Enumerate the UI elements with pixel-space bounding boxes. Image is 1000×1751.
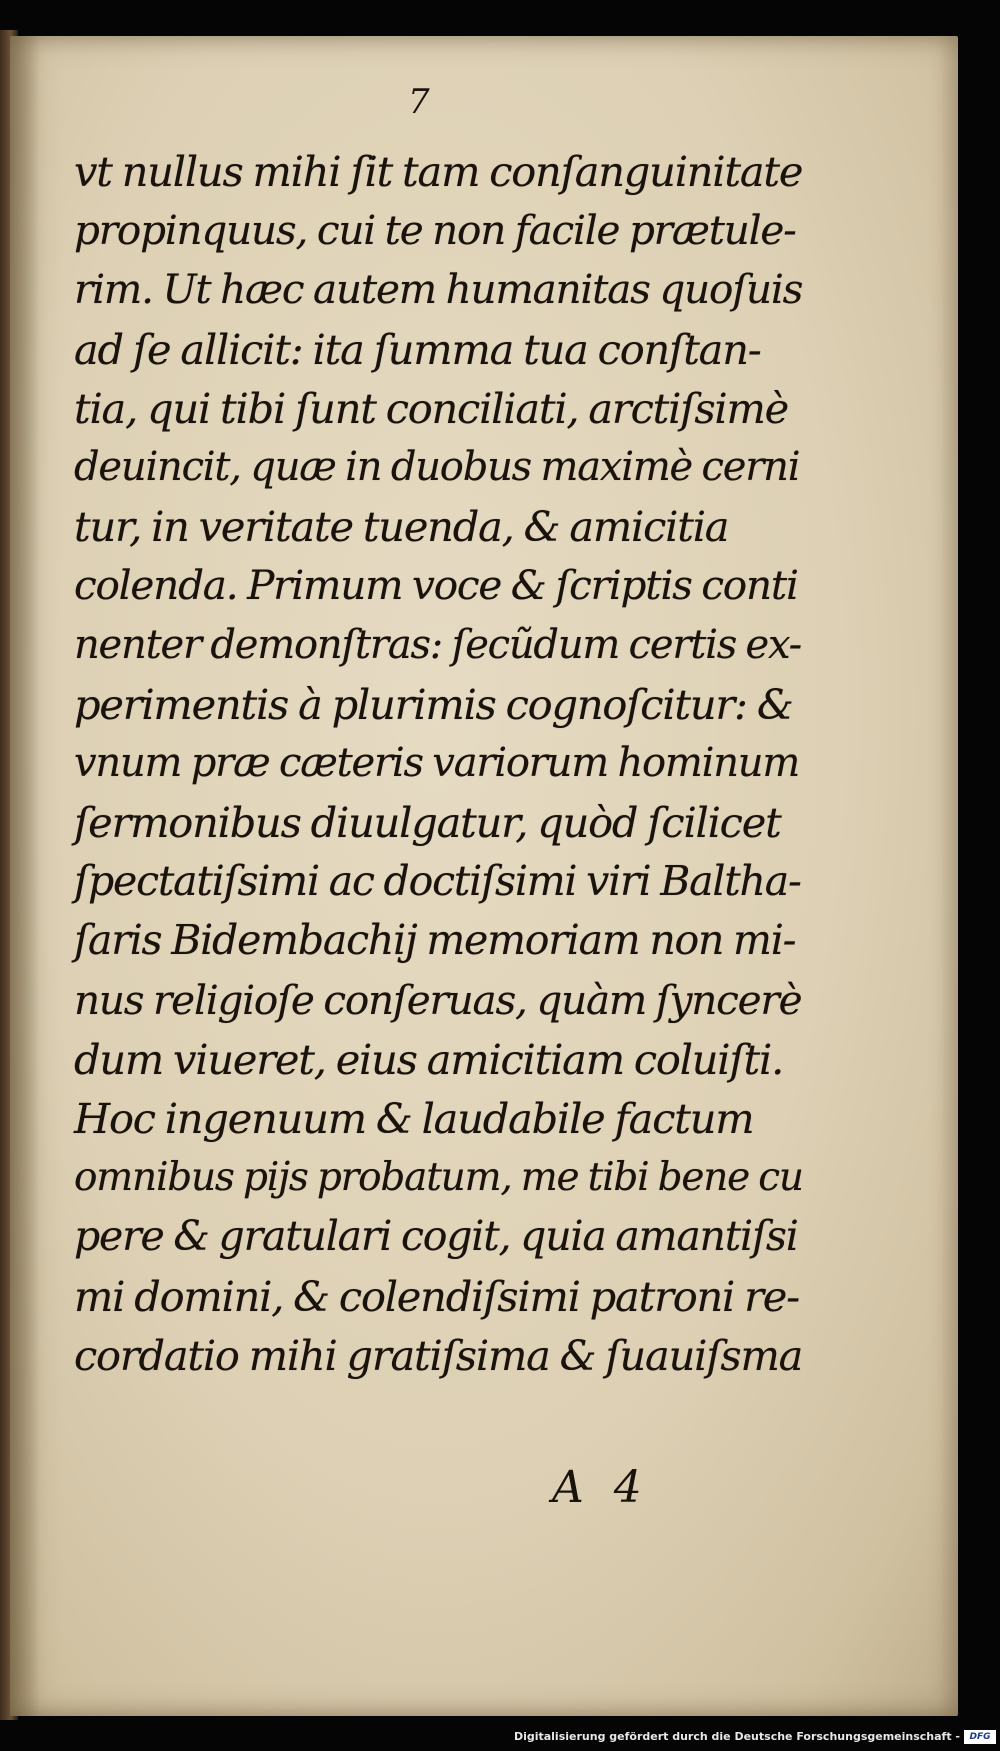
text-line: ſpectatiſsimi ac doctiſsimi viri Baltha-	[74, 857, 801, 906]
text-line: mi domini, & colendiſsimi patroni re-	[74, 1271, 799, 1321]
text-line: perimentis à plurimis cognoſcitur: &	[74, 679, 793, 729]
text-line: colenda. Primum voce & ſcriptis conti	[74, 561, 798, 610]
text-line: pere & gratulari cogit, quia amantiſsi	[74, 1212, 798, 1261]
text-line: tia, qui tibi ſunt conciliati, arctiſsimè	[74, 383, 789, 433]
text-line: ad ſe allicit: ita ſumma tua conſtan-	[74, 324, 761, 374]
text-line: vnum præ cæteris variorum hominum	[74, 739, 800, 786]
text-line: nus religioſe conſeruas, quàm ſyncerè	[74, 975, 802, 1024]
text-line: omnibus pijs probatum, me tibi bene cu	[74, 1155, 803, 1201]
text-line: propinquus, cui te non facile prætule-	[74, 206, 796, 255]
page-number: 7	[408, 82, 430, 122]
page-fold-shadow	[10, 36, 40, 1716]
digitization-credit: Digitalisierung gefördert durch die Deutsche Forschungsgemeinschaft -	[513, 1730, 960, 1743]
signature-mark: A 4	[552, 1462, 650, 1513]
text-line: cordatio mihi gratiſsima & ſuauiſsma	[74, 1330, 803, 1380]
text-line: vt nullus mihi ſit tam conſanguinitate	[74, 147, 803, 196]
text-line: tur, in veritate tuenda, & amicitia	[74, 502, 729, 552]
text-line: nenter demonſtras: ſecũdum certis ex-	[74, 621, 801, 668]
text-line: rim. Ut hæc autem humanitas quoſuis	[74, 265, 803, 314]
text-line: ſaris Bidembachij memoriam non mi-	[74, 916, 796, 965]
text-line: dum viueret, eius amicitiam coluiſti.	[74, 1034, 784, 1084]
dfg-logo: DFG	[964, 1730, 996, 1744]
text-line: ſermonibus diuulgatur, quòd ſcilicet	[74, 798, 781, 848]
text-line: Hoc ingenuum & laudabile factum	[74, 1094, 754, 1143]
text-line: deuincit, quæ in duobus maximè cerni	[74, 443, 800, 490]
body-text	[74, 142, 804, 1385]
